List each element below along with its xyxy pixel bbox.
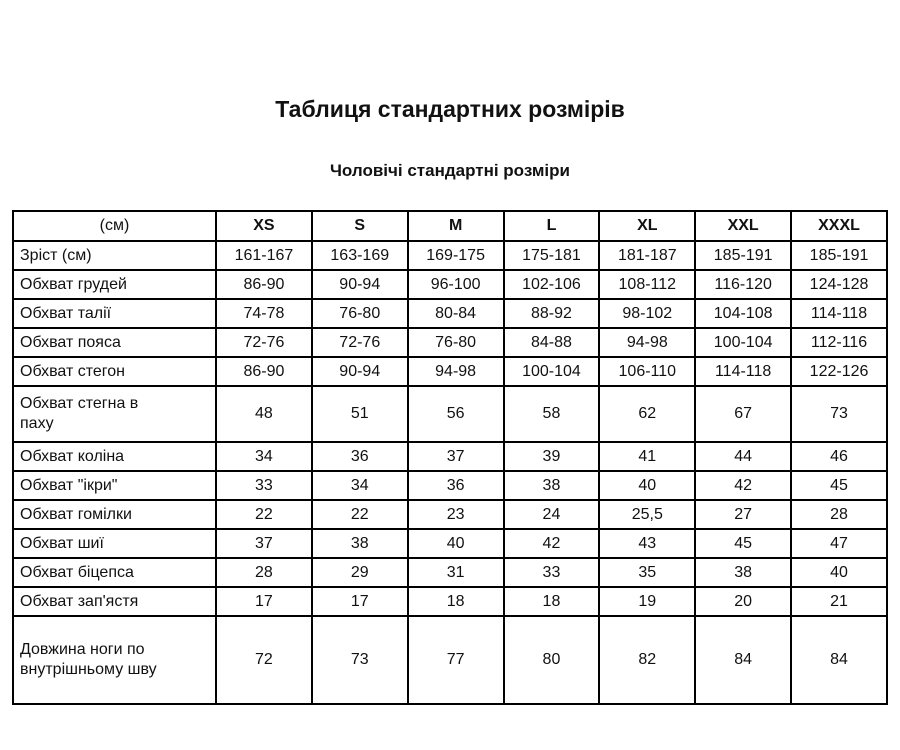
value-cell: 76-80: [312, 299, 408, 328]
value-cell: 36: [312, 442, 408, 471]
size-header-cell: L: [504, 211, 600, 241]
value-cell: 44: [695, 442, 791, 471]
value-cell: 43: [599, 529, 695, 558]
value-cell: 185-191: [695, 241, 791, 270]
value-cell: 124-128: [791, 270, 887, 299]
value-cell: 21: [791, 587, 887, 616]
value-cell: 96-100: [408, 270, 504, 299]
value-cell: 102-106: [504, 270, 600, 299]
value-cell: 80-84: [408, 299, 504, 328]
value-cell: 22: [312, 500, 408, 529]
value-cell: 42: [695, 471, 791, 500]
value-cell: 82: [599, 616, 695, 704]
value-cell: 36: [408, 471, 504, 500]
value-cell: 38: [312, 529, 408, 558]
value-cell: 62: [599, 386, 695, 442]
value-cell: 40: [408, 529, 504, 558]
table-row: [13, 558, 887, 587]
value-cell: 27: [695, 500, 791, 529]
value-cell: 106-110: [599, 357, 695, 386]
value-cell: 37: [408, 442, 504, 471]
size-table-header-row: [13, 211, 887, 241]
value-cell: 122-126: [791, 357, 887, 386]
value-cell: 40: [791, 558, 887, 587]
row-label-cell: Зріст (см): [13, 241, 216, 270]
size-header-cell: M: [408, 211, 504, 241]
row-label-cell: Довжина ноги по внутрішньому шву: [13, 616, 216, 704]
table-row: [13, 357, 887, 386]
value-cell: 25,5: [599, 500, 695, 529]
table-row: [13, 471, 887, 500]
value-cell: 112-116: [791, 328, 887, 357]
value-cell: 86-90: [216, 270, 312, 299]
value-cell: 56: [408, 386, 504, 442]
value-cell: 38: [504, 471, 600, 500]
value-cell: 77: [408, 616, 504, 704]
value-cell: 46: [791, 442, 887, 471]
value-cell: 47: [791, 529, 887, 558]
value-cell: 18: [408, 587, 504, 616]
value-cell: 90-94: [312, 357, 408, 386]
value-cell: 48: [216, 386, 312, 442]
row-label-cell: Обхват біцепса: [13, 558, 216, 587]
value-cell: 108-112: [599, 270, 695, 299]
row-label-cell: Обхват грудей: [13, 270, 216, 299]
size-header-cell: XXL: [695, 211, 791, 241]
page-subtitle: Чоловічі стандартні розміри: [329, 161, 570, 180]
unit-header-cell: (см): [13, 211, 216, 241]
value-cell: 73: [791, 386, 887, 442]
value-cell: 34: [312, 471, 408, 500]
size-table-body: [13, 241, 887, 704]
value-cell: 80: [504, 616, 600, 704]
value-cell: 35: [599, 558, 695, 587]
value-cell: 19: [599, 587, 695, 616]
value-cell: 17: [216, 587, 312, 616]
value-cell: 185-191: [791, 241, 887, 270]
value-cell: 163-169: [312, 241, 408, 270]
table-row: [13, 616, 887, 704]
value-cell: 23: [408, 500, 504, 529]
value-cell: 51: [312, 386, 408, 442]
value-cell: 100-104: [695, 328, 791, 357]
value-cell: 31: [408, 558, 504, 587]
value-cell: 114-118: [791, 299, 887, 328]
row-label-cell: Обхват стегна в паху: [13, 386, 216, 442]
table-row: [13, 500, 887, 529]
value-cell: 45: [791, 471, 887, 500]
value-cell: 72-76: [216, 328, 312, 357]
value-cell: 84: [695, 616, 791, 704]
table-row: [13, 529, 887, 558]
table-row: [13, 386, 887, 442]
row-label-cell: Обхват коліна: [13, 442, 216, 471]
value-cell: 90-94: [312, 270, 408, 299]
value-cell: 72: [216, 616, 312, 704]
value-cell: 22: [216, 500, 312, 529]
row-label-cell: Обхват "ікри": [13, 471, 216, 500]
value-cell: 94-98: [408, 357, 504, 386]
value-cell: 18: [504, 587, 600, 616]
value-cell: 29: [312, 558, 408, 587]
table-row: [13, 328, 887, 357]
table-row: [13, 587, 887, 616]
value-cell: 58: [504, 386, 600, 442]
value-cell: 73: [312, 616, 408, 704]
table-row: [13, 241, 887, 270]
row-label-cell: Обхват зап'ястя: [13, 587, 216, 616]
size-header-cell: S: [312, 211, 408, 241]
value-cell: 114-118: [695, 357, 791, 386]
value-cell: 67: [695, 386, 791, 442]
value-cell: 84-88: [504, 328, 600, 357]
size-table-head: [13, 211, 887, 241]
value-cell: 34: [216, 442, 312, 471]
value-cell: 175-181: [504, 241, 600, 270]
value-cell: 98-102: [599, 299, 695, 328]
row-label-cell: Обхват пояса: [13, 328, 216, 357]
row-label-cell: Обхват шиї: [13, 529, 216, 558]
value-cell: 94-98: [599, 328, 695, 357]
value-cell: 86-90: [216, 357, 312, 386]
value-cell: 33: [504, 558, 600, 587]
value-cell: 84: [791, 616, 887, 704]
value-cell: 169-175: [408, 241, 504, 270]
value-cell: 33: [216, 471, 312, 500]
size-table: [12, 210, 888, 705]
size-header-cell: XXXL: [791, 211, 887, 241]
value-cell: 74-78: [216, 299, 312, 328]
row-label-cell: Обхват стегон: [13, 357, 216, 386]
value-cell: 39: [504, 442, 600, 471]
value-cell: 181-187: [599, 241, 695, 270]
table-row: [13, 299, 887, 328]
value-cell: 42: [504, 529, 600, 558]
value-cell: 40: [599, 471, 695, 500]
value-cell: 24: [504, 500, 600, 529]
value-cell: 20: [695, 587, 791, 616]
value-cell: 88-92: [504, 299, 600, 328]
value-cell: 28: [216, 558, 312, 587]
value-cell: 45: [695, 529, 791, 558]
value-cell: 104-108: [695, 299, 791, 328]
value-cell: 41: [599, 442, 695, 471]
value-cell: 161-167: [216, 241, 312, 270]
value-cell: 100-104: [504, 357, 600, 386]
size-header-cell: XS: [216, 211, 312, 241]
value-cell: 76-80: [408, 328, 504, 357]
row-label-cell: Обхват талії: [13, 299, 216, 328]
table-row: [13, 442, 887, 471]
value-cell: 72-76: [312, 328, 408, 357]
value-cell: 116-120: [695, 270, 791, 299]
row-label-cell: Обхват гомілки: [13, 500, 216, 529]
value-cell: 28: [791, 500, 887, 529]
page-title: Таблиця стандартних розмірів: [275, 96, 625, 122]
value-cell: 37: [216, 529, 312, 558]
value-cell: 38: [695, 558, 791, 587]
value-cell: 17: [312, 587, 408, 616]
table-row: [13, 270, 887, 299]
size-header-cell: XL: [599, 211, 695, 241]
